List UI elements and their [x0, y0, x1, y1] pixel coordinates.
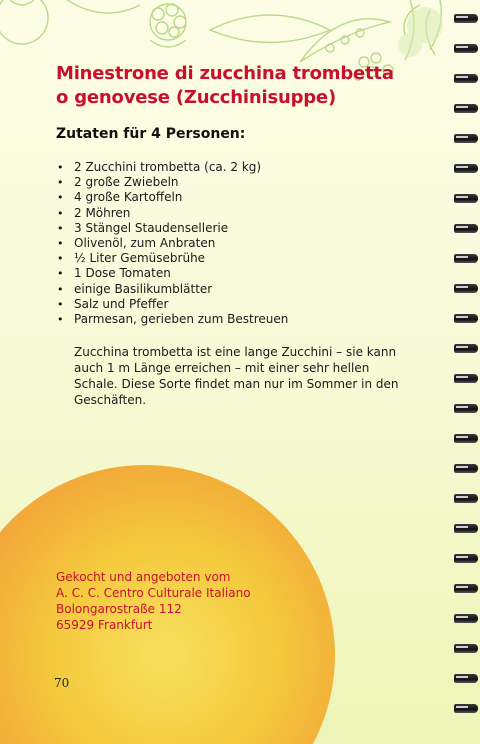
description-line: auch 1 m Länge erreichen – mit einer sehr hellen	[74, 361, 370, 375]
description-line: Geschäften.	[74, 393, 147, 407]
binding-ring	[454, 464, 478, 473]
binding-ring	[454, 554, 478, 563]
binding-ring	[454, 134, 478, 143]
ingredient-item: • 4 große Kartoffeln	[54, 190, 288, 205]
binding-ring	[454, 44, 478, 53]
title-line-1: Minestrone di zucchina trombetta	[56, 63, 394, 84]
credits-line: A. C. C. Centro Culturale Italiano	[56, 586, 251, 600]
binding-ring	[454, 494, 478, 503]
ingredient-item: • 2 Möhren	[54, 206, 288, 221]
binding-ring	[454, 254, 478, 263]
ingredient-item: • 2 große Zwiebeln	[54, 175, 288, 190]
ingredients-list	[54, 160, 288, 327]
ingredients-heading: Zutaten für 4 Personen:	[56, 126, 246, 142]
binding-ring	[454, 164, 478, 173]
ingredient-item: • 1 Dose Tomaten	[54, 266, 288, 281]
title-line-2: o genovese (Zucchinisuppe)	[56, 87, 336, 108]
binding-ring	[454, 74, 478, 83]
recipe-description	[74, 344, 404, 408]
binding-ring	[454, 14, 478, 23]
binding-ring	[454, 314, 478, 323]
ingredient-item: • Parmesan, gerieben zum Bestreuen	[54, 312, 288, 327]
ingredient-item: • Salz und Pfeffer	[54, 297, 288, 312]
description-line: Zucchina trombetta ist eine lange Zucchini – sie kann	[74, 345, 397, 359]
binding-ring	[454, 674, 478, 683]
ingredient-item: • 3 Stängel Staudensellerie	[54, 221, 288, 236]
description-line: Schale. Diese Sorte findet man nur im Sommer in den	[74, 377, 399, 391]
credits-line: 65929 Frankfurt	[56, 618, 153, 632]
binding-ring	[454, 344, 478, 353]
binding-ring	[454, 404, 478, 413]
binding-ring	[454, 104, 478, 113]
ingredient-item: • einige Basilikumblätter	[54, 282, 288, 297]
ingredient-item: • 2 Zucchini trombetta (ca. 2 kg)	[54, 160, 288, 175]
binding-ring	[454, 644, 478, 653]
page-number: 70	[54, 676, 70, 690]
ingredient-item: • Olivenöl, zum Anbraten	[54, 236, 288, 251]
binding-ring	[454, 434, 478, 443]
binding-ring	[454, 194, 478, 203]
spiral-binding	[450, 0, 480, 744]
credits-line: Bolongarostraße 112	[56, 602, 182, 616]
binding-ring	[454, 374, 478, 383]
binding-ring	[454, 704, 478, 713]
binding-ring	[454, 284, 478, 293]
credits-block	[56, 569, 251, 633]
credits-line: Gekocht und angeboten vom	[56, 570, 231, 584]
binding-ring	[454, 524, 478, 533]
binding-ring	[454, 584, 478, 593]
ingredient-item: • ½ Liter Gemüsebrühe	[54, 251, 288, 266]
recipe-title	[56, 62, 436, 110]
binding-ring	[454, 614, 478, 623]
binding-ring	[454, 224, 478, 233]
